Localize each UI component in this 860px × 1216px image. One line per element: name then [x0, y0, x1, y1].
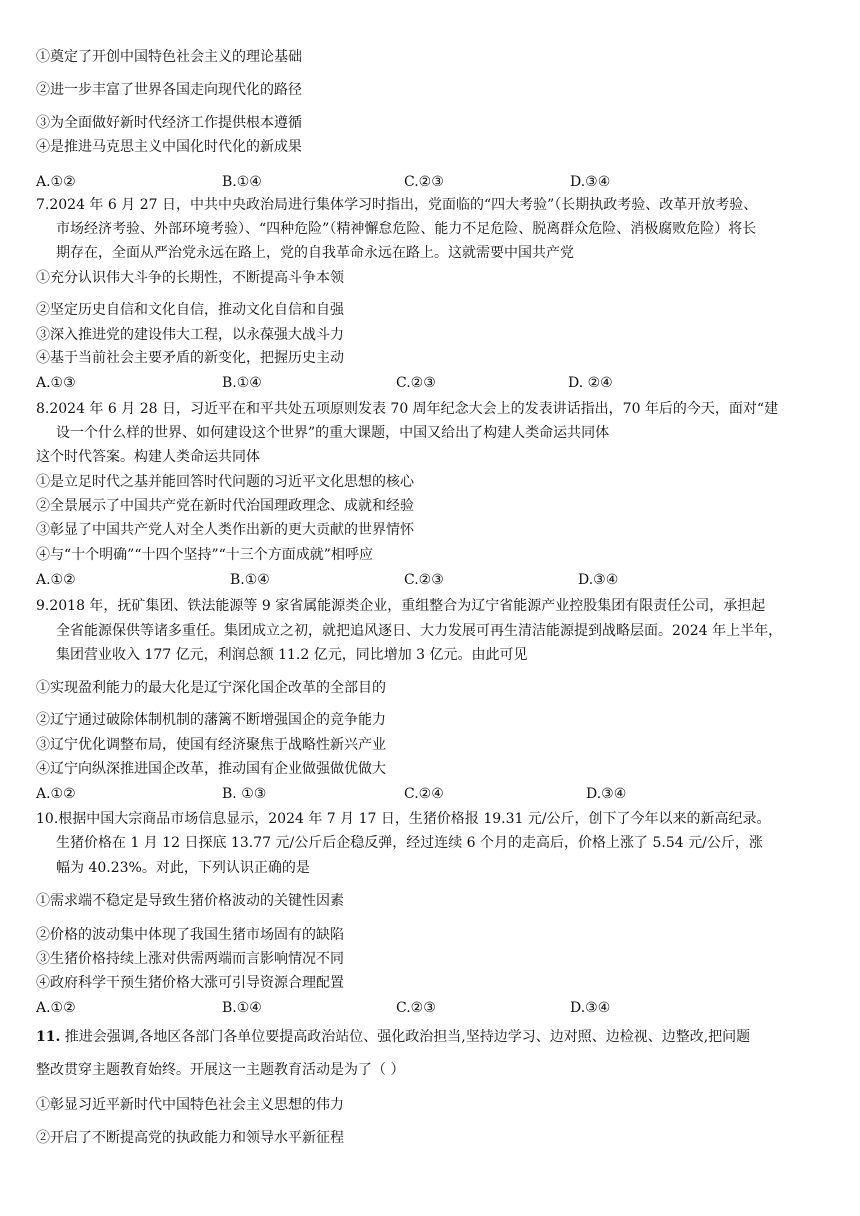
q7-statement-2: ②坚定历史自信和文化自信，推动文化自信和自强	[36, 302, 344, 318]
q8-statement-4: ④与“十个明确”“十四个坚持”“十三个方面成就”相呼应	[36, 547, 373, 563]
q10-options	[36, 998, 836, 1018]
q10-statement-4: ④政府科学干预生猪价格大涨可引导资源合理配置	[36, 975, 344, 991]
q10-statement-2: ②价格的波动集中体现了我国生猪市场固有的缺陷	[36, 927, 344, 943]
q7-options	[36, 373, 836, 393]
q8-option-a: A.①②	[36, 572, 76, 588]
q10-stem-line-1: 10.根据中国大宗商品市场信息显示，2024 年 7 月 17 日，生猪价格报 19.31 元/公斤，创下了今年以来的新高纪录。	[36, 811, 771, 827]
q11-number: 11.	[36, 1029, 61, 1045]
q9-option-d: D.③④	[586, 786, 627, 802]
q8-stem-line-3: 这个时代答案。构建人类命运共同体	[36, 449, 260, 465]
q9-option-a: A.①②	[36, 786, 76, 802]
q7-stem-line-2: 市场经济考验、外部环境考验）、“四种危险”（精神懈怠危险、能力不足危险、脱离群众危险、消极腐败危险）将长	[56, 221, 757, 237]
q7-option-a: A.①③	[36, 375, 76, 391]
q10-statement-1: ①需求端不稳定是导致生猪价格波动的关键性因素	[36, 893, 344, 909]
q9-options	[36, 784, 836, 804]
q8-option-d: D.③④	[578, 572, 619, 588]
q8-statement-2: ②全景展示了中国共产党在新时代治国理政理念、成就和经验	[36, 498, 414, 514]
q6-statement-2: ②进一步丰富了世界各国走向现代化的路径	[36, 82, 302, 98]
q8-statement-1: ①是立足时代之基并能回答时代问题的习近平文化思想的核心	[36, 474, 414, 490]
q11-stem-text: 推进会强调,各地区各部门各单位要提高政治站位、强化政治担当,坚持边学习、边对照、边检视、边整改,把问题	[60, 1029, 751, 1045]
q11-stem-line-1	[36, 1027, 750, 1047]
q7-option-b: B.①④	[222, 375, 262, 391]
q9-stem-line-3: 集团营业收入 177 亿元，利润总额 11.2 亿元，同比增加 3 亿元。由此可见	[56, 647, 528, 663]
q6-statement-1: ①奠定了开创中国特色社会主义的理论基础	[36, 49, 302, 65]
q9-statement-3: ③辽宁优化调整布局，使国有经济聚焦于战略性新兴产业	[36, 737, 386, 753]
q7-stem-line-1: 7.2024 年 6 月 27 日，中共中央政治局进行集体学习时指出，党面临的“四大考验”（长期执政考验、改革开放考验、	[36, 197, 758, 213]
q6-option-c: C.②③	[404, 174, 444, 190]
q9-stem-line-2: 全省能源保供等诸多重任。集团成立之初，就把追风逐日、大力发展可再生清洁能源提到战略层面。2024 年上半年，	[56, 623, 783, 639]
q8-statement-3: ③彰显了中国共产党人对全人类作出新的更大贡献的世界情怀	[36, 522, 414, 538]
q10-option-d: D.③④	[570, 1000, 611, 1016]
q7-statement-3: ③深入推进党的建设伟大工程，以永葆强大战斗力	[36, 327, 344, 343]
q9-option-b: B. ①③	[222, 786, 267, 802]
q9-option-c: C.②④	[404, 786, 444, 802]
q8-stem-line-1: 8.2024 年 6 月 28 日，习近平在和平共处五项原则发表 70 周年纪念大会上的发表讲话指出，70 年后的今天，面对“建	[36, 401, 779, 417]
q8-option-c: C.②③	[404, 572, 444, 588]
q7-stem-line-3: 期存在，全面从严治党永远在路上，党的自我革命永远在路上。这就需要中国共产党	[56, 245, 574, 261]
q8-option-b: B.①④	[230, 572, 270, 588]
q9-statement-1: ①实现盈利能力的最大化是辽宁深化国企改革的全部目的	[36, 680, 386, 696]
q10-option-a: A.①②	[36, 1000, 76, 1016]
q10-stem-line-2: 生猪价格在 1 月 12 日探底 13.77 元/公斤后企稳反弹，经过连续 6 个月的走高后，价格上涨了 5.54 元/公斤，涨	[56, 835, 763, 851]
q6-options	[36, 172, 836, 192]
q9-statement-4: ④辽宁向纵深推进国企改革，推动国有企业做强做优做大	[36, 761, 386, 777]
q7-statement-1: ①充分认识伟大斗争的长期性，不断提高斗争本领	[36, 270, 344, 286]
q10-statement-3: ③生猪价格持续上涨对供需两端而言影响情况不同	[36, 951, 344, 967]
q7-statement-4: ④基于当前社会主要矛盾的新变化，把握历史主动	[36, 350, 344, 366]
q9-stem-line-1: 9.2018 年，抚矿集团、铁法能源等 9 家省属能源类企业，重组整合为辽宁省能源产业控股集团有限责任公司，承担起	[36, 598, 766, 614]
q10-option-c: C.②③	[396, 1000, 436, 1016]
q11-statement-1: ①彰显习近平新时代中国特色社会主义思想的伟力	[36, 1097, 344, 1113]
q7-option-c: C.②③	[396, 375, 436, 391]
q7-option-d: D. ②④	[568, 375, 613, 391]
q11-stem-line-2: 整改贯穿主题教育始终。开展这一主题教育活动是为了（ ）	[36, 1062, 405, 1078]
q8-options	[36, 570, 836, 590]
q6-option-b: B.①④	[222, 174, 262, 190]
q8-stem-line-2: 设一个什么样的世界、如何建设这个世界”的重大课题，中国又给出了构建人类命运共同体	[56, 425, 610, 441]
q6-option-a: A.①②	[36, 174, 76, 190]
q10-option-b: B.①④	[222, 1000, 262, 1016]
q11-statement-2: ②开启了不断提高党的执政能力和领导水平新征程	[36, 1130, 344, 1146]
q6-option-d: D.③④	[570, 174, 611, 190]
q6-statement-3: ③为全面做好新时代经济工作提供根本遵循	[36, 115, 302, 131]
q10-stem-line-3: 幅为 40.23%。对此，下列认识正确的是	[56, 860, 310, 876]
q9-statement-2: ②辽宁通过破除体制机制的藩篱不断增强国企的竞争能力	[36, 712, 386, 728]
q6-statement-4: ④是推进马克思主义中国化时代化的新成果	[36, 139, 302, 155]
